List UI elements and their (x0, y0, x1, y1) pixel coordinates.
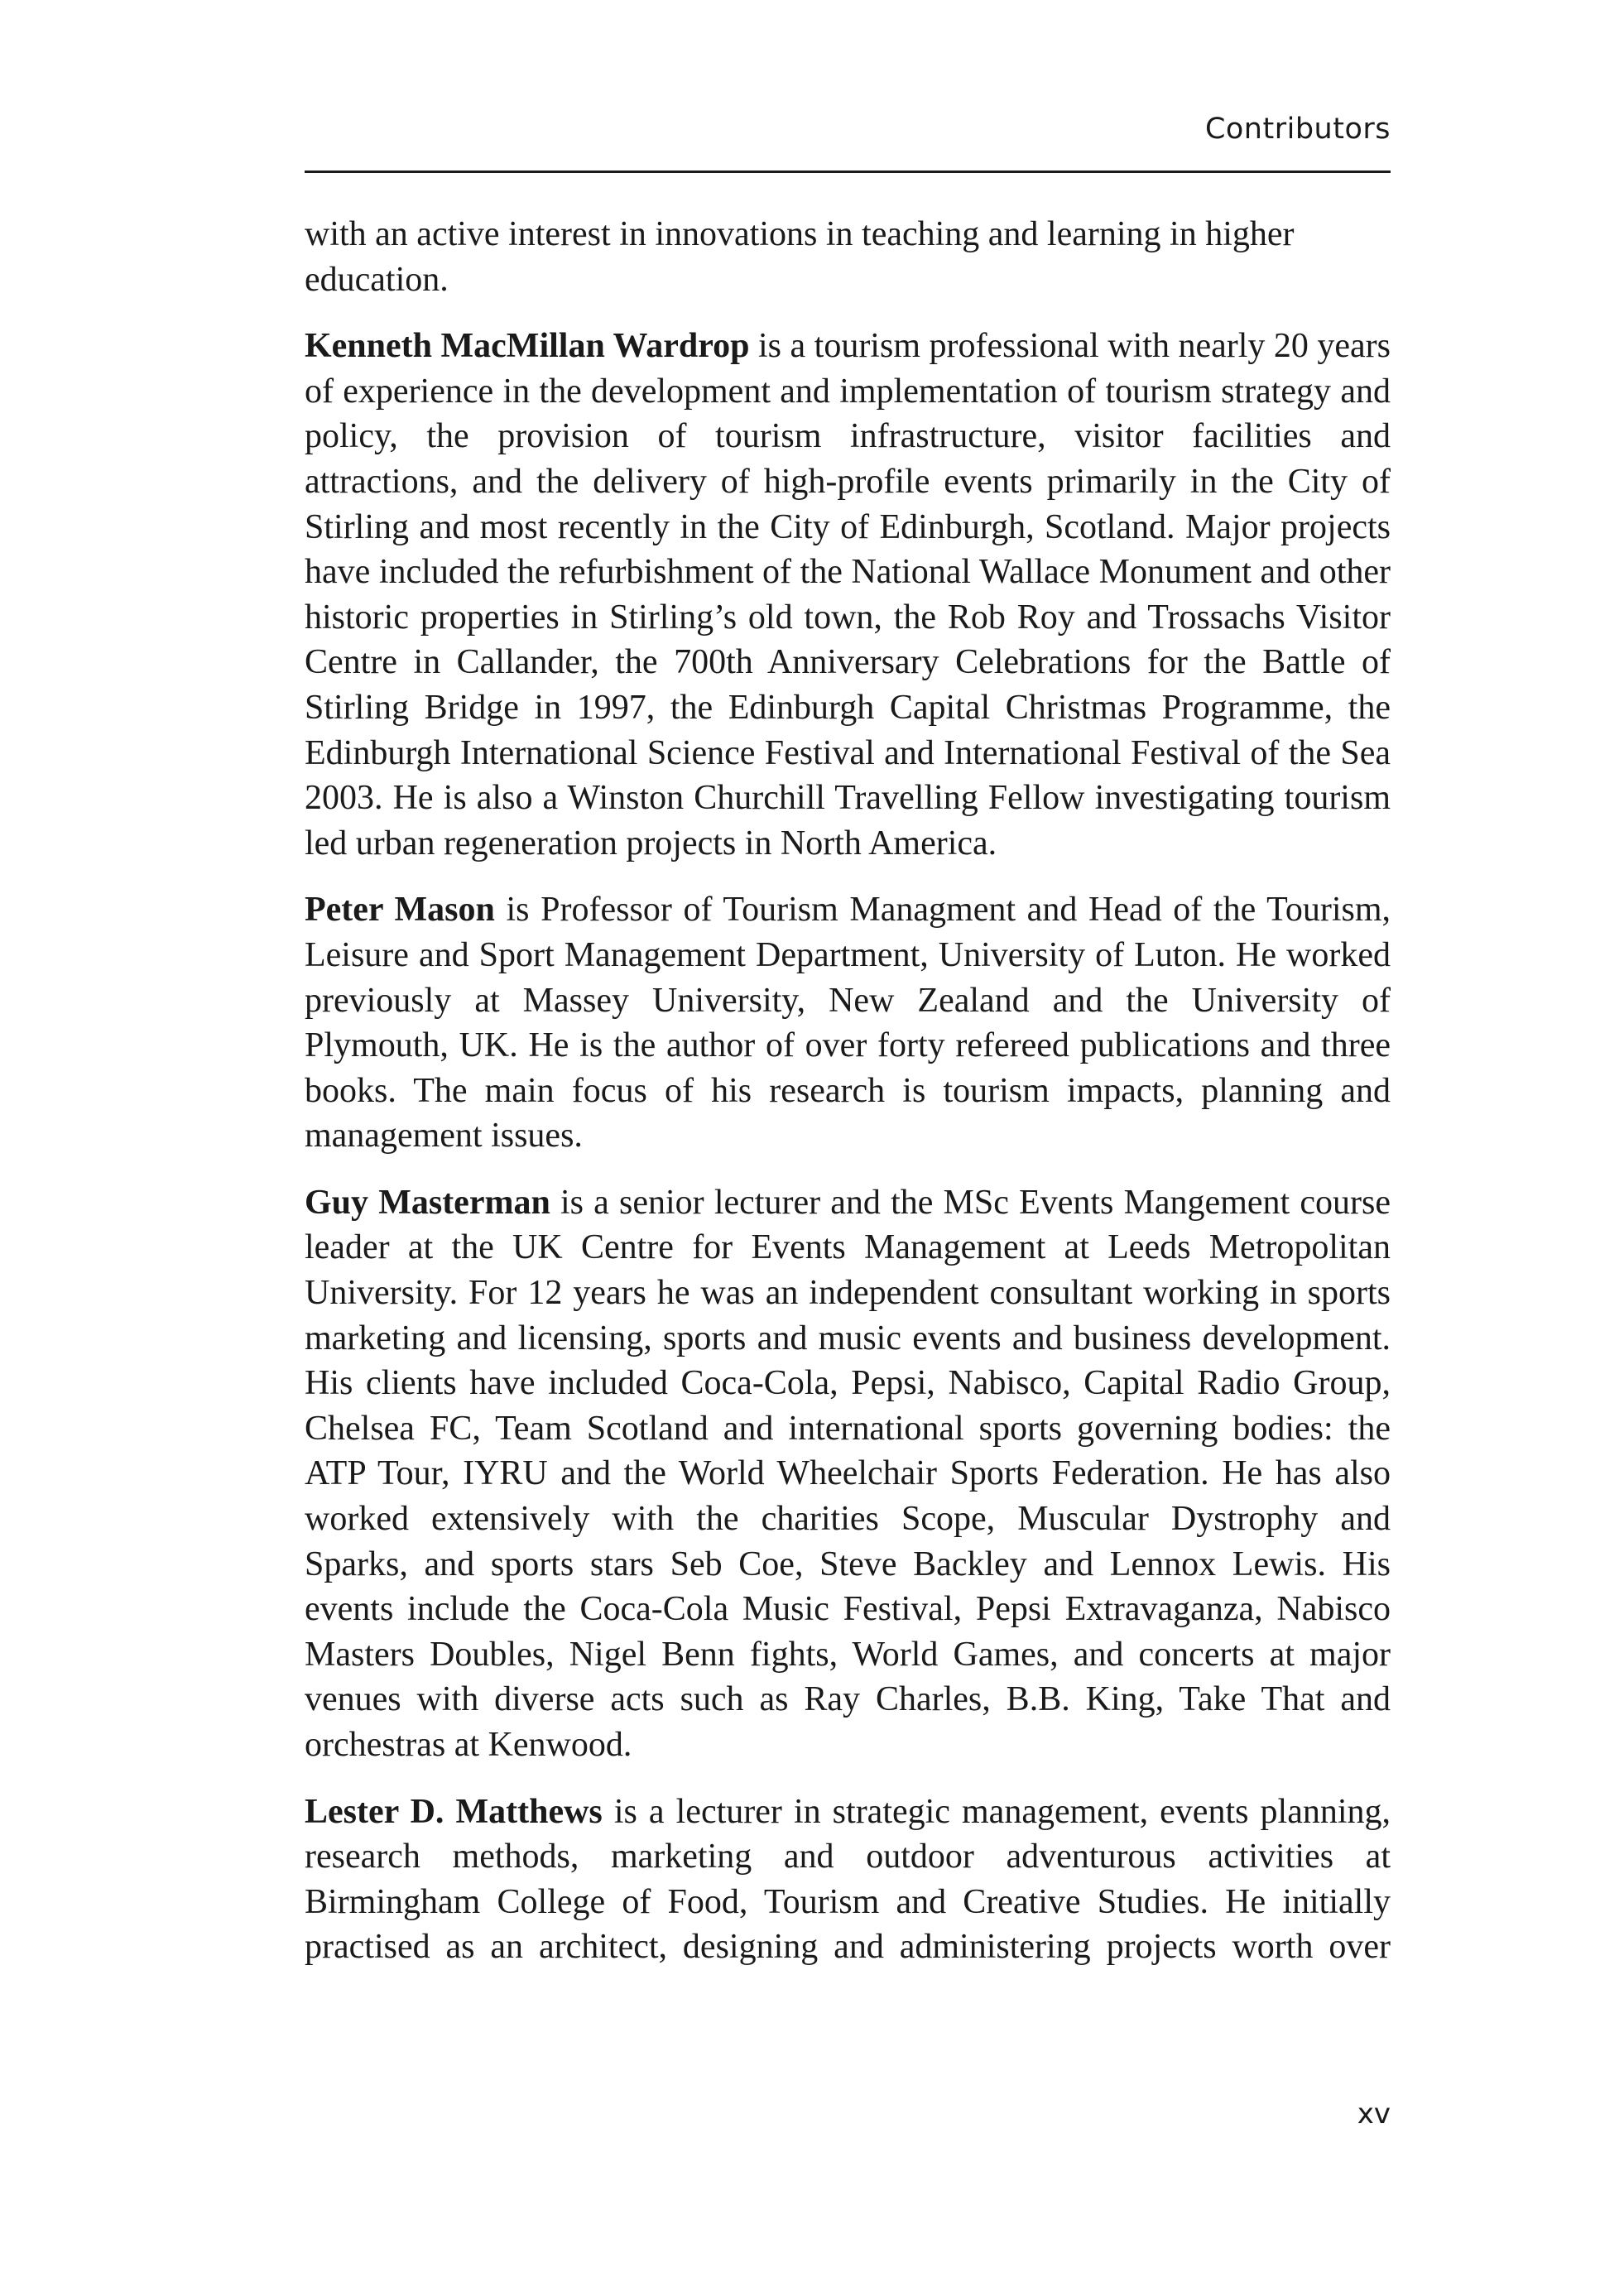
contributor-name: Guy Masterman (305, 1183, 550, 1222)
continued-text: with an active interest in innovations in teaching and learning in higher education. (305, 215, 1295, 299)
contributor-entry-wardrop (305, 324, 1391, 866)
page-number: xv (1357, 2097, 1391, 2131)
contributor-name: Kenneth MacMillan Wardrop (305, 327, 750, 366)
contributor-name: Peter Mason (305, 891, 495, 930)
contributor-bio: is Professor of Tourism Managment and Head of the Tourism, Leisure and Sport Management Department, University of Luton. He worked previously at Massey University, New Zealand and the University of Plymouth, UK. He is the author of over forty refereed publications and three books. The main focus of his research is tourism impacts, planning and management issues. (305, 891, 1391, 1156)
contributor-entry-matthews (305, 1790, 1391, 1970)
book-page (305, 0, 1391, 2287)
contributor-entry-masterman (305, 1180, 1391, 1768)
header-rule (305, 171, 1391, 173)
contributor-bio: is a lecturer in strategic management, events planning, research methods, marketing and outdoor adventurous activities at Birmingham College of Food, Tourism and Creative Studies. He initially practised as an architect, designing and administering projects worth over (305, 1792, 1391, 1967)
contributor-bio: is a senior lecturer and the MSc Events Mangement course leader at the UK Centre for Events Management at Leeds Metropolitan University. For 12 years he was an independent consultant working in sports marketing and licensing, sports and music events and business development. His clients have included Coca-Cola, Pepsi, Nabisco, Capital Radio Group, Chelsea FC, Team Scotland and international sports governing bodies: the ATP Tour, IYRU and the World Wheelchair Sports Federation. He has also worked extensively with the charities Scope, Muscular Dystrophy and Sparks, and sports stars Seb Coe, Steve Backley and Lennox Lewis. His events include the Coca-Cola Music Festival, Pepsi Extravaganza, Nabisco Masters Doubles, Nigel Benn fights, World Games, and concerts at major venues with diverse acts such as Ray Charles, B.B. King, Take That and orchestras at Kenwood. (305, 1183, 1391, 1764)
continued-paragraph (305, 212, 1391, 302)
contributor-bio: is a tourism professional with nearly 20 years of experience in the development and implementation of tourism strategy and policy, the provision of tourism infrastructure, visitor facilities and attractions, and the delivery of high-profile events primarily in the City of Stirling and most recently in the City of Edinburgh, Scotland. Major projects have included the refurbishment of the National Wallace Monument and other historic properties in Stirling’s old town, the Rob Roy and Trossachs Visitor Centre in Callander, the 700th Anniversary Celebrations for the Battle of Stirling Bridge in 1997, the Edinburgh Capital Christmas Programme, the Edinburgh International Science Festival and International Festival of the Sea 2003. He is also a Winston Churchill Travelling Fellow investigating tourism led urban regeneration projects in North America. (305, 327, 1391, 862)
contributor-entry-mason (305, 887, 1391, 1159)
contributor-name: Lester D. Matthews (305, 1792, 603, 1831)
contributors-text (305, 212, 1391, 1992)
running-head: Contributors (1204, 113, 1391, 146)
